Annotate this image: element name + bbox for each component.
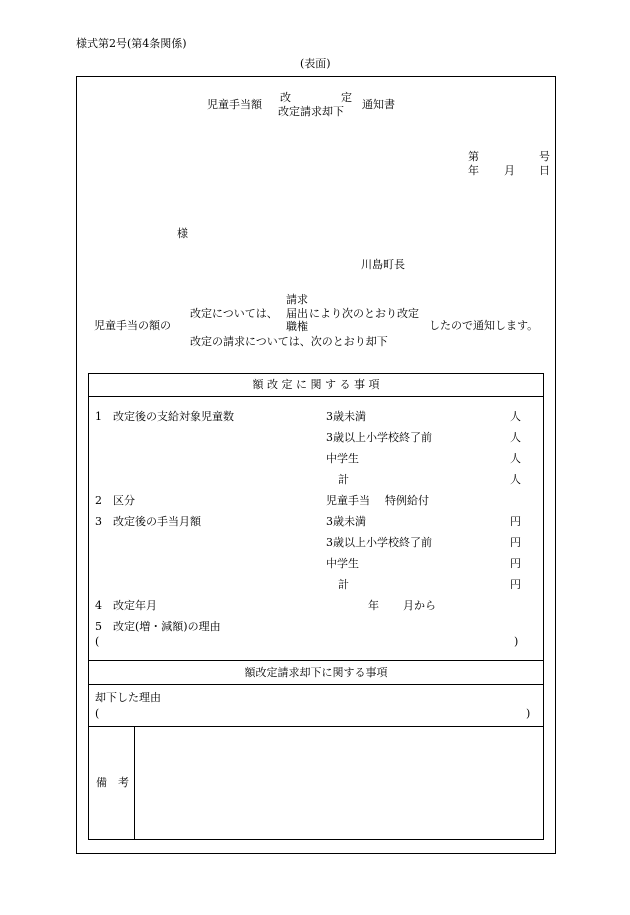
item5-close-paren: )	[514, 635, 519, 648]
item5-label: 5 改定(増・減額)の理由	[95, 620, 221, 633]
notice-mid-top: 改定については、	[190, 307, 278, 320]
item1-row-unit: 人	[510, 431, 521, 444]
divider	[88, 660, 544, 661]
number-prefix: 第	[468, 150, 479, 163]
item4-month-from: 月から	[403, 599, 436, 612]
item3-row-category: 計	[338, 578, 349, 591]
title-suffix: 通知書	[362, 98, 395, 111]
notice-left: 児童手当の額の	[94, 319, 171, 332]
item1-label: 1 改定後の支給対象児童数	[95, 410, 234, 423]
divider	[88, 726, 544, 727]
notice-choice-authority: 職権	[286, 320, 308, 333]
item3-row-unit: 円	[510, 557, 521, 570]
date-year: 年	[468, 164, 479, 177]
title-option-rejection: 改定請求却下	[278, 105, 344, 118]
item3-row-category: 3歳以上小学校終了前	[326, 536, 432, 549]
item5-open-paren: (	[95, 635, 100, 648]
item1-row-category: 中学生	[326, 452, 359, 465]
rejection-open-paren: (	[95, 707, 100, 720]
item2-option-special-benefit: 特例給付	[385, 494, 429, 507]
addressee-suffix: 様	[177, 227, 188, 240]
item1-row-category: 計	[338, 473, 349, 486]
issuer: 川島町長	[361, 258, 405, 271]
notice-choice-report: 届出	[286, 307, 308, 320]
item3-row-unit: 円	[510, 578, 521, 591]
item3-label: 3 改定後の手当月額	[95, 515, 201, 528]
item1-row-unit: 人	[510, 452, 521, 465]
item1-row-unit: 人	[510, 473, 521, 486]
item3-row-category: 3歳未満	[326, 515, 366, 528]
item2-option-child-allowance: 児童手当	[326, 494, 370, 507]
item1-row-category: 3歳未満	[326, 410, 366, 423]
date-day: 日	[539, 164, 550, 177]
item4-year: 年	[368, 599, 379, 612]
date-month: 月	[504, 164, 515, 177]
item3-row-unit: 円	[510, 536, 521, 549]
rejection-close-paren: )	[526, 707, 531, 720]
divider	[88, 396, 544, 397]
item1-row-unit: 人	[510, 410, 521, 423]
remarks-label: 備 考	[96, 776, 129, 789]
divider	[88, 684, 544, 685]
title-option-kai: 改	[280, 91, 291, 104]
notice-right: したので通知します。	[429, 319, 539, 332]
remarks-divider	[134, 726, 135, 840]
section2-header: 額改定請求却下に関する事項	[244, 666, 388, 679]
number-suffix: 号	[539, 150, 550, 163]
item1-row-category: 3歳以上小学校終了前	[326, 431, 432, 444]
section1-header: 額 改 定 に 関 す る 事 項	[252, 378, 380, 391]
notice-choice-request: 請求	[286, 293, 308, 306]
side-label: (表面)	[300, 57, 331, 70]
item4-label: 4 改定年月	[95, 599, 157, 612]
title-option-tei: 定	[341, 91, 352, 104]
rejection-reason-label: 却下した理由	[95, 691, 161, 704]
item3-row-unit: 円	[510, 515, 521, 528]
form-number-label: 様式第2号(第4条関係)	[76, 37, 187, 50]
item2-label: 2 区分	[95, 494, 135, 507]
notice-mid-bottom: 改定の請求については、次のとおり却下	[190, 335, 388, 348]
title-prefix: 児童手当額	[207, 98, 262, 111]
item3-row-category: 中学生	[326, 557, 359, 570]
notice-mid-top-tail: により次のとおり改定	[309, 307, 419, 320]
